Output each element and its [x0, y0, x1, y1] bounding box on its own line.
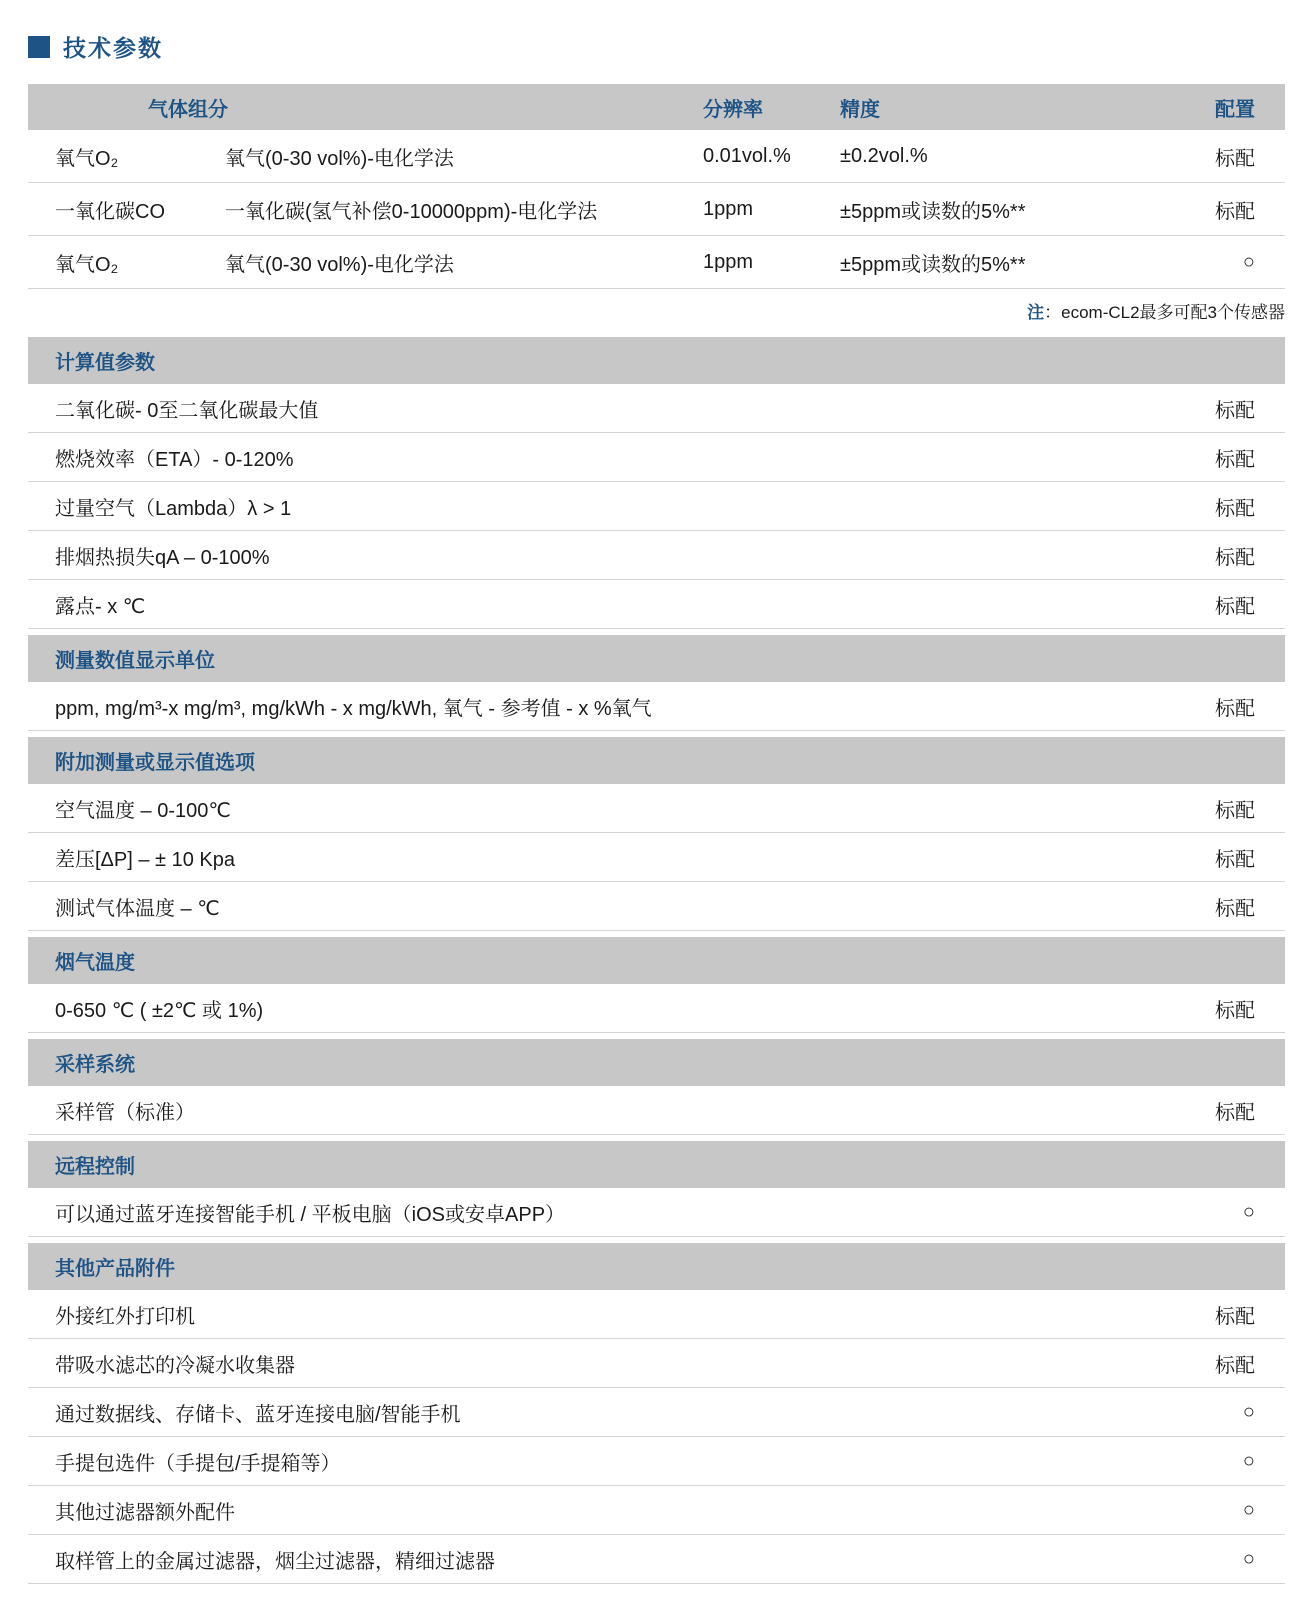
spec-config: ○	[1242, 1400, 1255, 1423]
spec-config: 标配	[1215, 595, 1255, 618]
spec-row	[28, 1437, 1285, 1486]
spec-row	[28, 1535, 1285, 1584]
gas-accuracy: ±5ppm或读数的5%**	[840, 253, 1026, 276]
spec-row	[28, 1086, 1285, 1135]
spec-config: 标配	[1215, 897, 1255, 920]
spec-config: 标配	[1215, 848, 1255, 871]
spec-row	[28, 531, 1285, 580]
spec-label: 带吸水滤芯的冷凝水收集器	[55, 1354, 295, 1377]
spec-label: 燃烧效率（ETA）- 0-120%	[55, 448, 294, 471]
gas-name: 一氧化碳CO	[55, 200, 165, 223]
note-label: 注	[1027, 303, 1045, 322]
spec-row	[28, 1290, 1285, 1339]
spec-label: 露点- x ℃	[55, 595, 146, 618]
spec-label: 0-650 ℃ ( ±2℃ 或 1%)	[55, 999, 264, 1022]
spec-row	[28, 984, 1285, 1033]
section-remote-control	[28, 1141, 1285, 1237]
spec-config: 标配	[1215, 1305, 1255, 1328]
section-header: 计算值参数	[28, 337, 1285, 384]
spec-label: 可以通过蓝牙连接智能手机 / 平板电脑（iOS或安卓APP）	[55, 1203, 566, 1226]
spec-label: 外接红外打印机	[55, 1305, 195, 1328]
gas-resolution: 1ppm	[703, 250, 754, 273]
section-flue-gas-temperature	[28, 937, 1285, 1033]
note-text: ：ecom-CL2最多可配3个传感器	[1044, 303, 1285, 322]
spec-label: ppm, mg/m³-x mg/m³, mg/kWh - x mg/kWh, 氧气 - 参考值 - x %氧气	[55, 697, 652, 720]
spec-label: 通过数据线、存储卡、蓝牙连接电脑/智能手机	[55, 1403, 461, 1426]
spec-row	[28, 833, 1285, 882]
spec-config: 标配	[1215, 697, 1255, 720]
spec-row	[28, 1339, 1285, 1388]
section-calculated-values	[28, 337, 1285, 629]
spec-config: 标配	[1215, 497, 1255, 520]
spec-row	[28, 384, 1285, 433]
spec-config: ○	[1242, 1547, 1255, 1570]
gas-spec-table	[28, 84, 1285, 321]
spec-row	[28, 580, 1285, 629]
spec-row	[28, 1486, 1285, 1535]
gas-name: 氧气O₂	[55, 147, 119, 170]
page-title: 技术参数	[63, 35, 163, 61]
spec-label: 采样管（标准）	[55, 1101, 195, 1124]
spec-row	[28, 433, 1285, 482]
gas-resolution: 1ppm	[703, 197, 754, 220]
header-config: 配置	[1215, 98, 1255, 121]
spec-config: 标配	[1215, 799, 1255, 822]
spec-label: 过量空气（Lambda）λ > 1	[55, 497, 292, 520]
spec-row	[28, 784, 1285, 833]
spec-config: 标配	[1215, 999, 1255, 1022]
header-gas-component: 气体组分	[148, 98, 228, 121]
title-square-icon	[28, 36, 50, 58]
spec-label: 取样管上的金属过滤器，烟尘过滤器，精细过滤器	[55, 1550, 495, 1573]
spec-config: 标配	[1215, 1354, 1255, 1377]
gas-desc: 氧气(0-30 vol%)-电化学法	[225, 253, 454, 276]
gas-config: 标配	[1215, 200, 1255, 223]
spec-row	[28, 1388, 1285, 1437]
spec-config: 标配	[1215, 448, 1255, 471]
spec-row	[28, 1188, 1285, 1237]
table-row	[28, 130, 1285, 183]
spec-row	[28, 682, 1285, 731]
header-accuracy: 精度	[840, 98, 880, 121]
gas-accuracy: ±5ppm或读数的5%**	[840, 200, 1026, 223]
section-additional-measurements	[28, 737, 1285, 931]
spec-label: 二氧化碳- 0至二氧化碳最大值	[55, 399, 319, 422]
spec-label: 空气温度 – 0-100℃	[55, 799, 231, 822]
section-header: 烟气温度	[28, 937, 1285, 984]
gas-config: ○	[1242, 250, 1255, 273]
spec-label: 排烟热损失qA – 0-100%	[55, 546, 270, 569]
section-sampling-system	[28, 1039, 1285, 1135]
spec-label: 差压[ΔP] – ± 10 Kpa	[55, 848, 235, 871]
sensor-note	[28, 289, 1285, 321]
section-header: 其他产品附件	[28, 1243, 1285, 1290]
spec-row	[28, 882, 1285, 931]
table-row	[28, 183, 1285, 236]
gas-resolution: 0.01vol.%	[703, 144, 791, 167]
gas-desc: 氧气(0-30 vol%)-电化学法	[225, 147, 454, 170]
section-header: 采样系统	[28, 1039, 1285, 1086]
spec-config: ○	[1242, 1498, 1255, 1521]
spec-label: 测试气体温度 – ℃	[55, 897, 220, 920]
section-display-units	[28, 635, 1285, 731]
gas-name: 氧气O₂	[55, 253, 119, 276]
section-header: 附加测量或显示值选项	[28, 737, 1285, 784]
section-header: 远程控制	[28, 1141, 1285, 1188]
section-other-accessories	[28, 1243, 1285, 1584]
spec-config: 标配	[1215, 1101, 1255, 1124]
spec-label: 其他过滤器额外配件	[55, 1501, 235, 1524]
table-row	[28, 236, 1285, 289]
spec-config: ○	[1242, 1449, 1255, 1472]
spec-config: 标配	[1215, 546, 1255, 569]
section-header: 测量数值显示单位	[28, 635, 1285, 682]
header-resolution: 分辨率	[703, 98, 763, 121]
spec-label: 手提包选件（手提包/手提箱等）	[55, 1452, 341, 1475]
spec-row	[28, 482, 1285, 531]
gas-desc: 一氧化碳(氢气补偿0-10000ppm)-电化学法	[225, 200, 598, 223]
gas-accuracy: ±0.2vol.%	[840, 144, 928, 167]
spec-config: 标配	[1215, 399, 1255, 422]
page-title-block	[28, 30, 1285, 63]
gas-table-header-row	[28, 84, 1285, 130]
spec-config: ○	[1242, 1200, 1255, 1223]
gas-config: 标配	[1215, 147, 1255, 170]
